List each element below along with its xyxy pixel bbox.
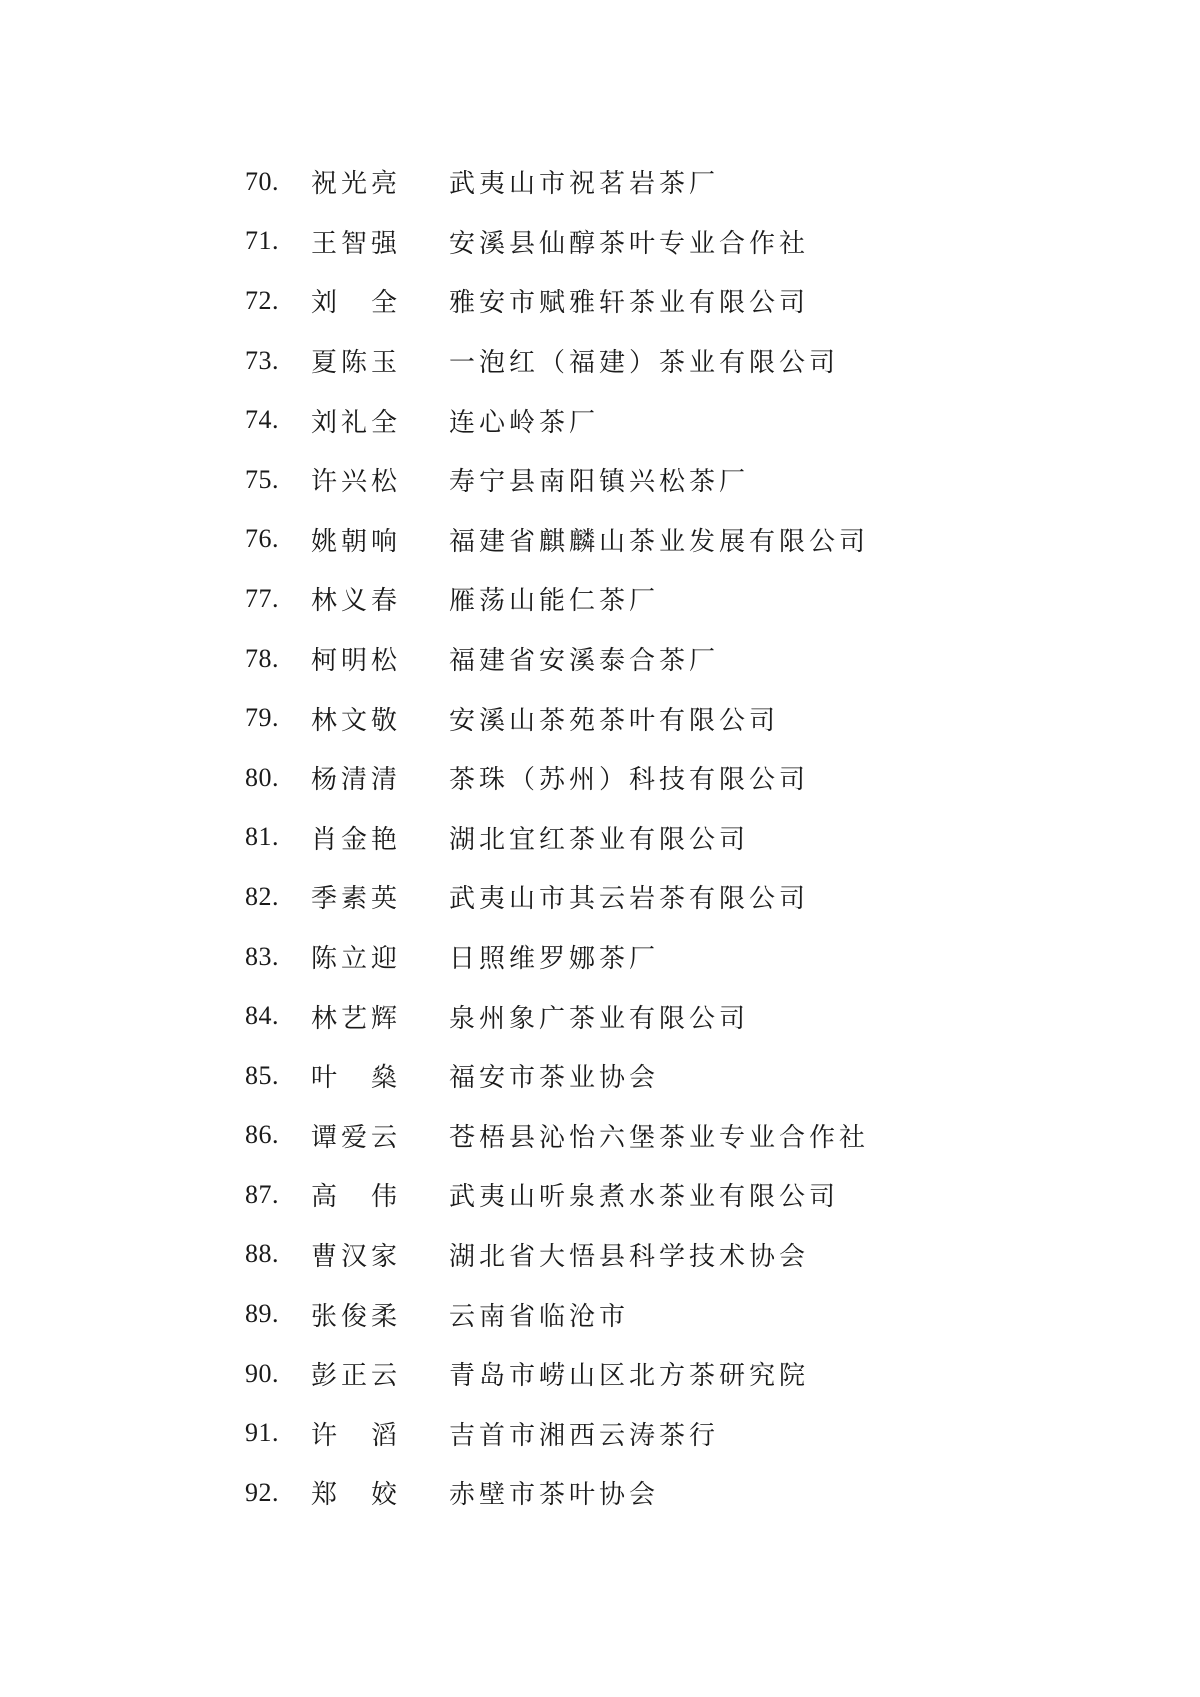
list-item <box>245 152 869 212</box>
entry-number: 80. <box>245 762 279 792</box>
entry-organization: 雅安市赋雅轩茶业有限公司 <box>449 288 810 319</box>
entry-number: 89. <box>245 1299 279 1329</box>
entry-organization: 苍梧县沁怡六堡茶业专业合作社 <box>449 1122 870 1153</box>
list-item <box>245 569 869 629</box>
entry-number: 73. <box>245 345 279 375</box>
entry-organization: 湖北省大悟县科学技术协会 <box>449 1241 810 1272</box>
list-item <box>245 510 869 570</box>
entry-name: 曹汉家 <box>311 1241 402 1272</box>
entry-organization: 吉首市湘西云涛茶行 <box>449 1420 720 1451</box>
entry-organization: 日照维罗娜茶厂 <box>449 944 660 975</box>
entry-number: 79. <box>245 703 279 733</box>
entry-number: 71. <box>245 226 279 256</box>
entry-number: 81. <box>245 822 279 852</box>
entry-organization: 武夷山市其云岩茶有限公司 <box>449 884 810 915</box>
entry-organization: 寿宁县南阳镇兴松茶厂 <box>449 467 750 498</box>
entry-name: 祝光亮 <box>311 169 402 200</box>
entry-number: 84. <box>245 1001 279 1031</box>
entry-organization: 云南省临沧市 <box>449 1301 630 1332</box>
list-item <box>245 1106 869 1166</box>
entry-name: 林义春 <box>311 586 402 617</box>
entry-name: 杨清清 <box>311 765 402 796</box>
entry-name: 许兴松 <box>311 467 402 498</box>
entry-number: 88. <box>245 1239 279 1269</box>
entry-organization: 青岛市崂山区北方茶研究院 <box>449 1361 810 1392</box>
entry-organization: 武夷山听泉煮水茶业有限公司 <box>449 1182 840 1213</box>
entry-number: 91. <box>245 1418 279 1448</box>
entry-name: 谭爱云 <box>311 1122 402 1153</box>
entry-name: 林文敬 <box>311 705 402 736</box>
list-item <box>245 390 869 450</box>
entry-organization: 茶珠（苏州）科技有限公司 <box>449 765 810 796</box>
name-list <box>245 152 869 1523</box>
entry-name: 张俊柔 <box>311 1301 402 1332</box>
list-item <box>245 450 869 510</box>
entry-number: 74. <box>245 405 279 435</box>
entry-organization: 雁荡山能仁茶厂 <box>449 586 660 617</box>
entry-number: 72. <box>245 285 279 315</box>
entry-name: 叶 燊 <box>311 1063 402 1094</box>
entry-organization: 福安市茶业协会 <box>449 1063 660 1094</box>
list-item <box>245 1403 869 1463</box>
entry-number: 70. <box>245 166 279 196</box>
entry-number: 76. <box>245 524 279 554</box>
entry-organization: 福建省安溪泰合茶厂 <box>449 646 720 677</box>
entry-organization: 安溪山茶苑茶叶有限公司 <box>449 705 780 736</box>
list-item <box>245 808 869 868</box>
entry-name: 柯明松 <box>311 646 402 677</box>
list-item <box>245 1284 869 1344</box>
entry-organization: 福建省麒麟山茶业发展有限公司 <box>449 526 870 557</box>
list-item <box>245 212 869 272</box>
entry-number: 83. <box>245 941 279 971</box>
entry-number: 78. <box>245 643 279 673</box>
entry-name: 肖金艳 <box>311 824 402 855</box>
entry-name: 王智强 <box>311 228 402 259</box>
entry-name: 许 滔 <box>311 1420 402 1451</box>
list-item <box>245 867 869 927</box>
list-item <box>245 1165 869 1225</box>
entry-number: 86. <box>245 1120 279 1150</box>
list-item <box>245 927 869 987</box>
entry-organization: 湖北宜红茶业有限公司 <box>449 824 750 855</box>
entry-organization: 赤壁市茶叶协会 <box>449 1480 660 1511</box>
entry-name: 夏陈玉 <box>311 348 402 379</box>
entry-name: 林艺辉 <box>311 1003 402 1034</box>
list-item <box>245 1344 869 1404</box>
entry-name: 彭正云 <box>311 1361 402 1392</box>
entry-organization: 武夷山市祝茗岩茶厂 <box>449 169 720 200</box>
entry-organization: 安溪县仙醇茶叶专业合作社 <box>449 228 810 259</box>
entry-name: 陈立迎 <box>311 944 402 975</box>
entry-name: 姚朝响 <box>311 526 402 557</box>
list-item <box>245 1463 869 1523</box>
entry-number: 75. <box>245 464 279 494</box>
entry-name: 季素英 <box>311 884 402 915</box>
entry-name: 高 伟 <box>311 1182 402 1213</box>
entry-number: 77. <box>245 583 279 613</box>
list-item <box>245 1046 869 1106</box>
list-item <box>245 331 869 391</box>
entry-number: 92. <box>245 1477 279 1507</box>
entry-organization: 连心岭茶厂 <box>449 407 600 438</box>
entry-name: 刘 全 <box>311 288 402 319</box>
entry-name: 刘礼全 <box>311 407 402 438</box>
list-item <box>245 748 869 808</box>
entry-number: 82. <box>245 881 279 911</box>
entry-number: 87. <box>245 1179 279 1209</box>
entry-name: 郑 姣 <box>311 1480 402 1511</box>
entry-organization: 泉州象广茶业有限公司 <box>449 1003 750 1034</box>
entry-number: 85. <box>245 1060 279 1090</box>
list-item <box>245 986 869 1046</box>
entry-organization: 一泡红（福建）茶业有限公司 <box>449 348 840 379</box>
list-item <box>245 629 869 689</box>
list-item <box>245 271 869 331</box>
list-item <box>245 1225 869 1285</box>
entry-number: 90. <box>245 1358 279 1388</box>
list-item <box>245 688 869 748</box>
